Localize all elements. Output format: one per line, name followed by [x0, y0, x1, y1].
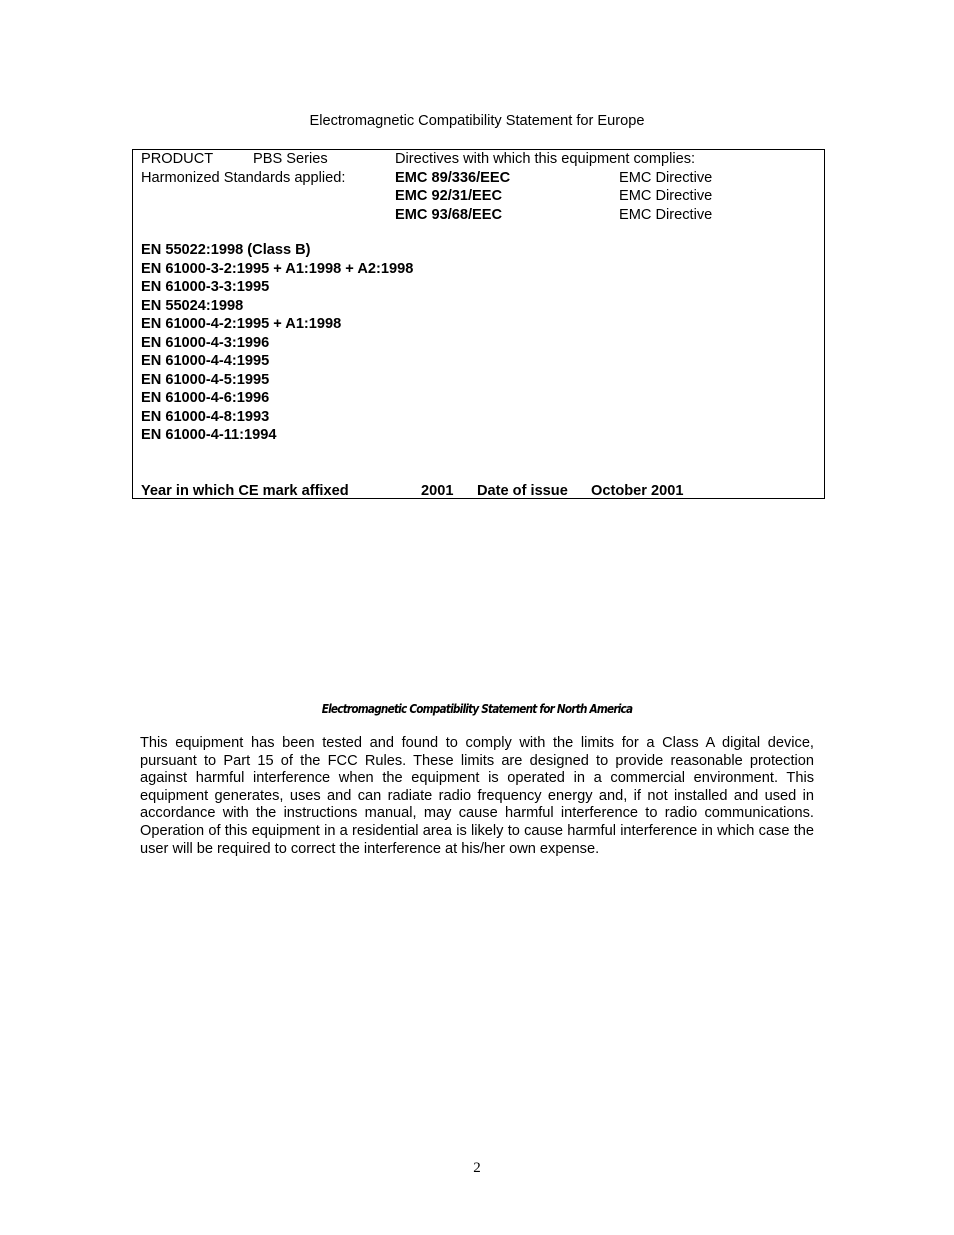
europe-compliance-box	[132, 149, 825, 499]
standard-item: EN 61000-4-2:1995 + A1:1998	[141, 316, 342, 332]
product-label: PRODUCT	[141, 151, 214, 167]
standard-item: EN 61000-3-3:1995	[141, 279, 270, 295]
directives-heading: Directives with which this equipment complies:	[395, 151, 696, 167]
standard-item: EN 61000-4-11:1994	[141, 427, 277, 443]
standard-item: EN 61000-4-4:1995	[141, 353, 270, 369]
north-america-statement-body: This equipment has been tested and found to comply with the limits for a Class A digital device, pursuant to Part 15 of the FCC Rules. These limits are designed to provide reasonable protection against harmful interference when the equipment is operated in a commercial environment. This equipment generates, uses and can radiate radio frequency energy and, if not installed and used in accordance with the instructions manual, may cause harmful interference to radio communications. Operation of this equipment in a residential area is likely to cause harmful interference in which case the user will be required to correct the interference at his/her own expense.	[140, 735, 814, 857]
standard-item: EN 61000-4-5:1995	[141, 371, 270, 388]
standard-item: EN 55024:1998	[141, 297, 244, 314]
ce-mark-label: Year in which CE mark affixed	[141, 483, 349, 499]
directive-code: EMC 92/31/EEC	[395, 188, 503, 204]
standard-item: EN 55022:1998 (Class B)	[141, 242, 311, 258]
directive-type: EMC Directive	[619, 206, 713, 223]
europe-statement-title: Electromagnetic Compatibility Statement for Europe	[309, 113, 645, 129]
issue-date-label: Date of issue	[477, 483, 568, 499]
page-number: 2	[473, 1160, 481, 1176]
harmonized-standards-label: Harmonized Standards applied:	[141, 169, 346, 186]
directive-code: EMC 89/336/EEC	[395, 169, 511, 186]
issue-date-value: October 2001	[591, 483, 684, 499]
standard-item: EN 61000-4-8:1993	[141, 408, 270, 425]
product-value: PBS Series	[253, 151, 328, 167]
directive-type: EMC Directive	[619, 188, 713, 204]
standard-item: EN 61000-4-3:1996	[141, 334, 270, 351]
standard-item: EN 61000-4-6:1996	[141, 390, 270, 406]
directive-type: EMC Directive	[619, 169, 713, 186]
north-america-statement-title: Electromagnetic Compatibility Statement for North America	[321, 702, 633, 716]
ce-mark-year: 2001	[421, 483, 454, 499]
directive-code: EMC 93/68/EEC	[395, 206, 503, 223]
standard-item: EN 61000-3-2:1995 + A1:1998 + A2:1998	[141, 260, 414, 277]
